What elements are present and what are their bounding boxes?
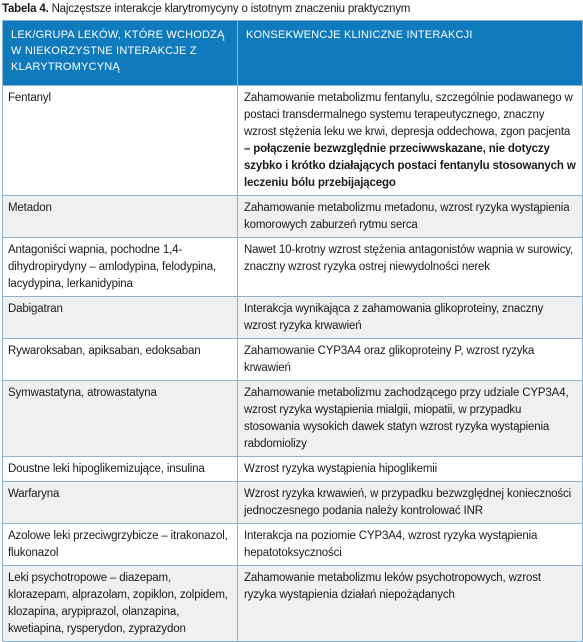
header-effect: KONSEKWENCJE KLINICZNE INTERAKCJI (238, 21, 583, 86)
effect-warning-text: – połączenie bezwzględnie przeciwwskazane, nie dotyczy szybko i krótko działających postaci fentanylu stosowanych w leczeniu bólu przebijającego (244, 143, 576, 189)
table-row (3, 196, 583, 238)
drug-cell: Dabigatran (3, 297, 238, 339)
table-row (3, 86, 583, 196)
table-row (3, 524, 583, 566)
header-row (3, 21, 583, 86)
table-caption (2, 2, 410, 16)
table-caption-title: Najczęstsze interakcje klarytromycyny o istotnym znaczeniu praktycznym (51, 3, 411, 15)
effect-cell: Wzrost ryzyka krwawień, w przypadku bezwzględnej konieczności jednoczesnego podania należy kontrolować INR (238, 482, 583, 524)
effect-text: Zahamowanie metabolizmu fentanylu, szczególnie podawanego w postaci transdermalnego systemu terapeutycznego, znaczny wzrost stężenia leku we krwi, depresja oddechowa, zgon pacjenta (244, 92, 573, 138)
effect-cell: Zahamowanie metabolizmu zachodzącego przy udziale CYP3A4, wzrost ryzyka wystąpienia mialgii, miopatii, w przypadku stosowania wysokich dawek statyn wzrost ryzyka wystąpienia rabdomiolizy (238, 381, 583, 457)
effect-cell: Interakcja na poziomie CYP3A4, wzrost ryzyka wystąpienia hepatotoksyczności (238, 524, 583, 566)
drug-cell: Fentanyl (3, 86, 238, 196)
drug-cell: Azolowe leki przeciwgrzybicze – itrakonazol, flukonazol (3, 524, 238, 566)
effect-cell: Zahamowanie metabolizmu metadonu, wzrost ryzyka wystąpienia komorowych zaburzeń rytmu serca (238, 196, 583, 238)
effect-cell: Nawet 10-krotny wzrost stężenia antagonistów wapnia w surowicy, znaczny wzrost ryzyka ostrej niewydolności nerek (238, 238, 583, 297)
drug-cell: Antagoniści wapnia, pochodne 1,4-dihydropirydyny – amlodypina, felodypina, lacydypina, lerkanidypina (3, 238, 238, 297)
table-row (3, 381, 583, 457)
effect-cell (238, 86, 583, 196)
header-drug: LEK/GRUPA LEKÓW, KTÓRE WCHODZĄ W NIEKORZYSTNE INTERAKCJE Z KLARYTROMYCYNĄ (3, 21, 238, 86)
effect-cell: Interakcja wynikająca z zahamowania glikoproteiny, znaczny wzrost ryzyka krwawień (238, 297, 583, 339)
drug-cell: Warfaryna (3, 482, 238, 524)
drug-cell: Doustne leki hipoglikemizujące, insulina (3, 457, 238, 482)
table-row (3, 339, 583, 381)
effect-cell: Zahamowanie metabolizmu leków psychotropowych, wzrost ryzyka wystąpienia działań niepożądanych (238, 566, 583, 642)
table-caption-label: Tabela 4. (2, 3, 49, 15)
effect-cell: Zahamowanie CYP3A4 oraz glikoproteiny P, wzrost ryzyka krwawień (238, 339, 583, 381)
table-row (3, 297, 583, 339)
table-row (3, 566, 583, 642)
table-row (3, 457, 583, 482)
table-body (3, 86, 583, 642)
interactions-table (2, 20, 583, 642)
drug-cell: Metadon (3, 196, 238, 238)
drug-cell: Symwastatyna, atrowastatyna (3, 381, 238, 457)
drug-cell: Rywaroksaban, apiksaban, edoksaban (3, 339, 238, 381)
effect-cell: Wzrost ryzyka wystąpienia hipoglikemii (238, 457, 583, 482)
table-row (3, 238, 583, 297)
drug-cell: Leki psychotropowe – diazepam, klorazepam, alprazolam, zopiklon, zolpidem, klozapina, arypiprazol, olanzapina, kwetiapina, rysperydon, zyprazydon (3, 566, 238, 642)
table-header (3, 21, 583, 86)
table-row (3, 482, 583, 524)
